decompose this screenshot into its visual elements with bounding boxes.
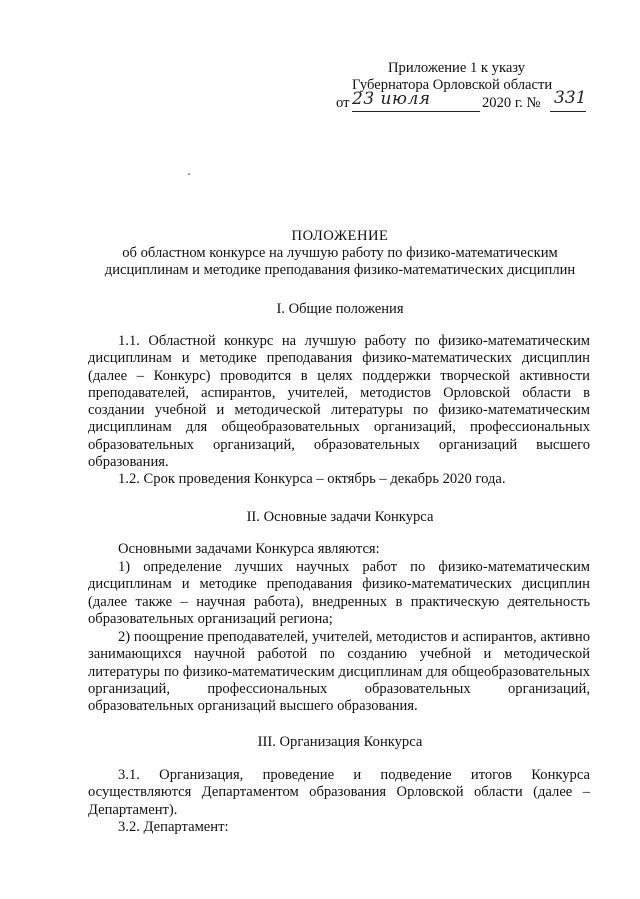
title-line-2: об областном конкурсе на лучшую работу по физико-математическим [122,245,558,261]
scan-speck [188,173,190,175]
appendix-line-2: Губернатора Орловской области [352,77,553,93]
section-2-intro: Основными задачами Конкурса являются: [118,541,380,557]
date-prefix: от [336,95,350,111]
paragraph-1-2: 1.2. Срок проведения Конкурса – октябрь – декабрь 2020 года. [118,471,506,487]
paragraph-3-1: 3.1. Организация, проведение и подведение итогов Конкурса осуществляются Департаментом образования Орловской области (далее – Департамент). [88,767,590,818]
section-3-heading: III. Организация Конкурса [257,734,423,750]
section-1-heading: I. Общие положения [276,301,404,317]
appendix-line-1: Приложение 1 к указу [388,60,526,76]
appendix-date-line [336,88,587,115]
document-title [40,228,640,279]
section-2-heading: II. Основные задачи Конкурса [246,509,434,525]
number-underline [550,111,586,112]
title-line-3: дисциплинам и методике преподавания физико-математических дисциплин [104,262,576,278]
task-item-2: 2) поощрение преподавателей, учителей, методистов и аспирантов, активно занимающихся научной работой по созданию учебной и методической литературы по физико-математическим дисциплинам для общеобразовательных организаций, профессиональных образовательных организаций, образовательных организаций высшего образования. [88,629,590,715]
paragraph-1-1: 1.1. Областной конкурс на лучшую работу по физико-математическим дисциплинам и методике преподавания физико-математических дисциплин (далее – Конкурс) проводится в целях поддержки творческой активности преподавателей, аспирантов, учителей, методистов Орловской области в создании учебной и методической литературы по физико-математическим дисциплинам для общеобразовательных организаций, профессиональных образовательных организаций, образовательных организаций высшего образования. [88,333,590,471]
handwritten-date: 23 июля [352,89,431,109]
title-heading: ПОЛОЖЕНИЕ [291,228,389,244]
date-underline [352,111,480,112]
paragraph-3-2: 3.2. Департамент: [118,819,229,835]
handwritten-number: 331 [554,88,587,108]
task-item-1: 1) определение лучших научных работ по физико-математическим дисциплинам и методике преподавания физико-математических дисциплин (далее также – научная работа), внедренных в практическую деятельность образовательных организаций региона; [88,559,590,627]
year-label: 2020 г. № [482,95,541,111]
